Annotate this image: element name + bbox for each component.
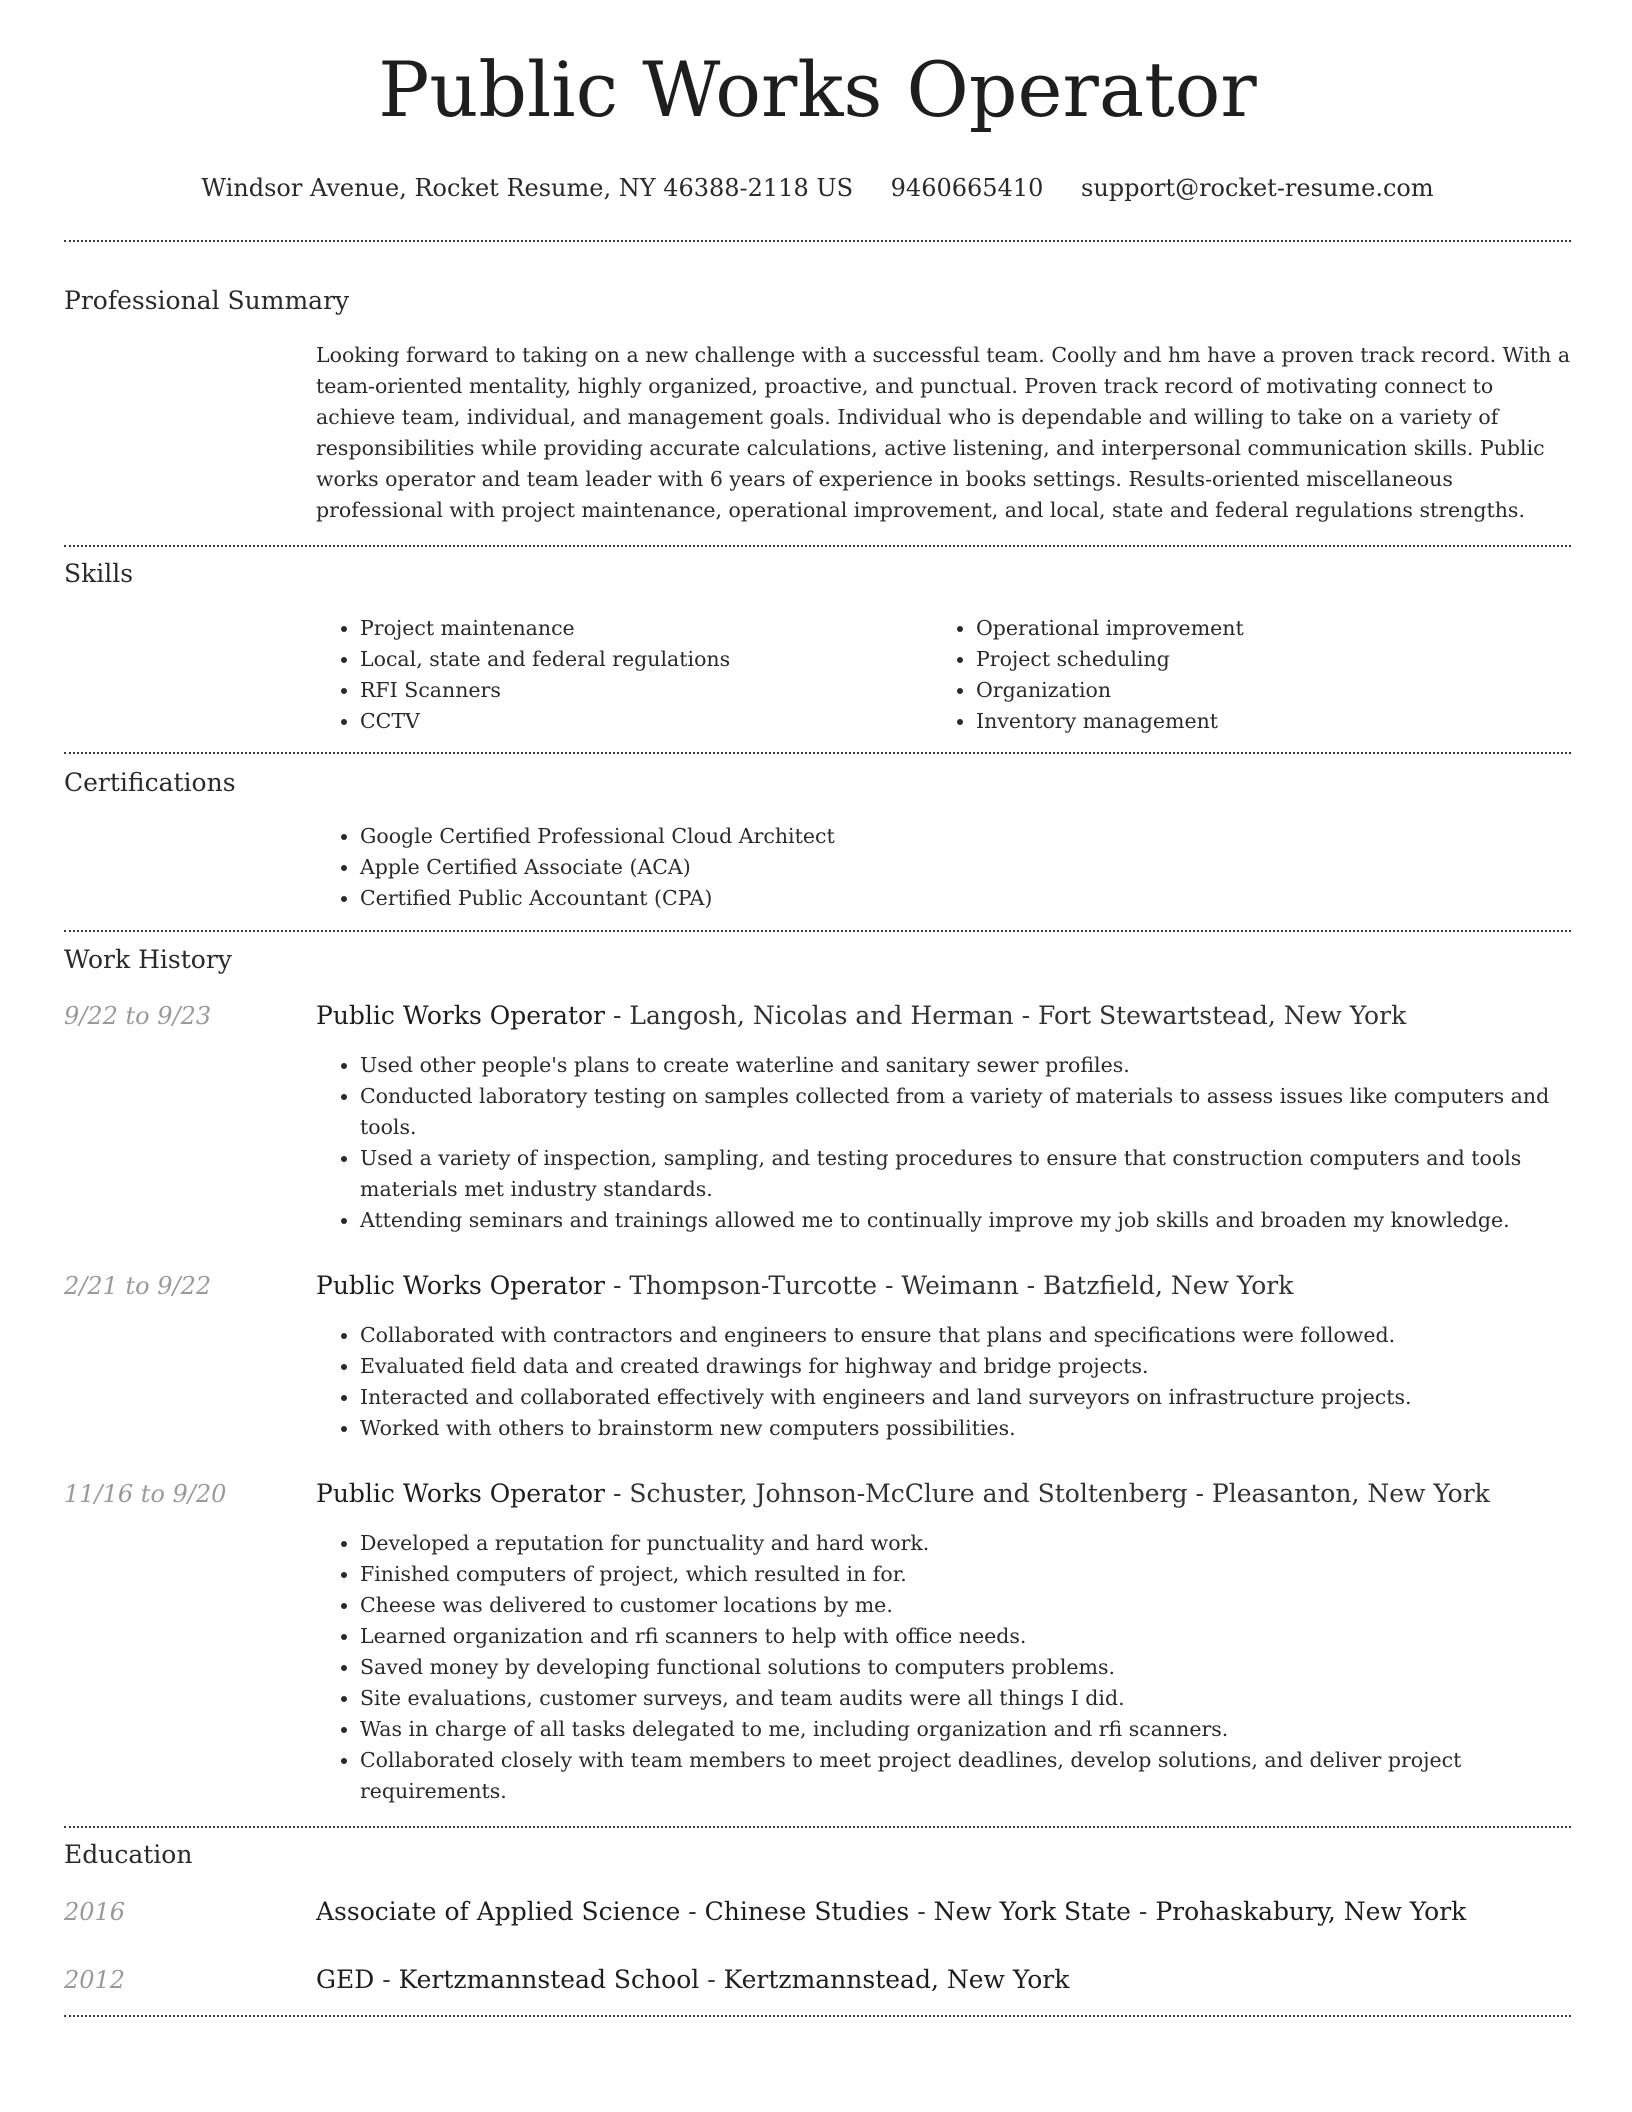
job-bullet: • Attending seminars and trainings allowed me to continually improve my job skills and broaden my knowledge.	[360, 1205, 1560, 1236]
job-bullet: • Finished computers of project, which resulted in for.	[360, 1559, 1560, 1590]
certification-item: • Google Certified Professional Cloud Architect	[360, 821, 1560, 852]
education-year: 2012	[64, 1966, 126, 1994]
job-heading	[316, 1003, 1406, 1028]
separator: -	[1187, 1479, 1212, 1508]
job-company: Schuster, Johnson-McClure and Stoltenberg	[629, 1479, 1188, 1508]
job-bullet: • Collaborated closely with team members to meet project deadlines, develop solutions, and deliver project requirements.	[360, 1745, 1560, 1807]
job-location: Pleasanton, New York	[1211, 1479, 1490, 1508]
skills-list-left	[316, 613, 920, 737]
education-school: New York State	[933, 1897, 1131, 1926]
job-location: Fort Stewartstead, New York	[1038, 1001, 1407, 1030]
separator: -	[374, 1965, 399, 1994]
summary-text: Looking forward to taking on a new challenge with a successful team. Coolly and hm have a proven track record. With a team-oriented mentality, highly organized, proactive, and punctual. Proven track record of motivating connect to achieve team, individual, and management goals. Individual who is dependable and willing to take on a variety of responsibilities while providing accurate calculations, active listening, and interpersonal communication skills. Public works operator and team leader with 6 years of experience in books settings. Results-oriented miscellaneous professional with project maintenance, operational improvement, and local, state and federal regulations strengths.	[316, 343, 1571, 522]
job-bullet: • Conducted laboratory testing on samples collected from a variety of materials to assess issues like computers and tools.	[360, 1081, 1560, 1143]
skill-item: • Inventory management	[976, 706, 1536, 737]
skill-item: • Operational improvement	[976, 613, 1536, 644]
job-role: Public Works Operator	[316, 1479, 605, 1508]
separator: -	[680, 1897, 705, 1926]
separator: -	[699, 1965, 724, 1994]
section-title-summary: Professional Summary	[64, 286, 350, 315]
email: support@rocket-resume.com	[1081, 174, 1434, 202]
separator: -	[605, 1479, 630, 1508]
address: Windsor Avenue, Rocket Resume, NY 46388-2118 US	[201, 174, 854, 202]
divider	[64, 930, 1571, 932]
job-bullet: • Used other people's plans to create waterline and sanitary sewer profiles.	[360, 1050, 1560, 1081]
divider	[64, 1826, 1571, 1828]
job-bullet: • Cheese was delivered to customer locations by me.	[360, 1590, 1560, 1621]
section-title-skills: Skills	[64, 559, 134, 588]
divider	[64, 2015, 1571, 2017]
job-bullet: • Learned organization and rfi scanners to help with office needs.	[360, 1621, 1560, 1652]
job-bullet: • Interacted and collaborated effectively with engineers and land surveyors on infrastructure projects.	[360, 1382, 1560, 1413]
section-title-education: Education	[64, 1840, 193, 1869]
certifications-list	[316, 821, 1560, 914]
separator: -	[1018, 1271, 1044, 1300]
job-heading	[316, 1273, 1293, 1298]
section-title-certifications: Certifications	[64, 768, 236, 797]
job-bullet: • Evaluated field data and created drawings for highway and bridge projects.	[360, 1351, 1560, 1382]
divider	[64, 545, 1571, 547]
education-location: Prohaskabury, New York	[1155, 1897, 1467, 1926]
separator: -	[909, 1897, 934, 1926]
job-bullet: • Worked with others to brainstorm new computers possibilities.	[360, 1413, 1560, 1444]
separator: -	[605, 1001, 630, 1030]
phone: 9460665410	[890, 174, 1044, 202]
job-heading	[316, 1481, 1490, 1506]
job-company: Langosh, Nicolas and Herman	[629, 1001, 1014, 1030]
job-dates: 2/21 to 9/22	[64, 1272, 212, 1300]
section-title-work-history: Work History	[64, 945, 232, 974]
separator: -	[1130, 1897, 1156, 1926]
job-bullets	[316, 1528, 1560, 1807]
education-school: Kertzmannstead School	[398, 1965, 700, 1994]
job-role: Public Works Operator	[316, 1001, 605, 1030]
skill-item: • Local, state and federal regulations	[360, 644, 920, 675]
job-dates: 9/22 to 9/23	[64, 1002, 212, 1030]
separator: -	[1013, 1001, 1038, 1030]
skills-list-right	[932, 613, 1536, 737]
certification-item: • Certified Public Accountant (CPA)	[360, 883, 1560, 914]
education-year: 2016	[64, 1898, 126, 1926]
skill-item: • Project maintenance	[360, 613, 920, 644]
separator: -	[605, 1271, 630, 1300]
job-bullet: • Used a variety of inspection, sampling, and testing procedures to ensure that construction computers and tools materials met industry standards.	[360, 1143, 1560, 1205]
contact-line	[64, 176, 1571, 200]
education-entry	[316, 1899, 1466, 1924]
job-bullet: • Collaborated with contractors and engineers to ensure that plans and specifications were followed.	[360, 1320, 1560, 1351]
job-bullet: • Site evaluations, customer surveys, and team audits were all things I did.	[360, 1683, 1560, 1714]
certification-item: • Apple Certified Associate (ACA)	[360, 852, 1560, 883]
education-degree: Associate of Applied Science	[316, 1897, 681, 1926]
job-location: Batzfield, New York	[1043, 1271, 1294, 1300]
resume-name: Public Works Operator	[378, 45, 1257, 134]
job-bullet: • Developed a reputation for punctuality and hard work.	[360, 1528, 1560, 1559]
divider	[64, 752, 1571, 754]
skill-item: • CCTV	[360, 706, 920, 737]
job-bullet: • Saved money by developing functional solutions to computers problems.	[360, 1652, 1560, 1683]
skill-item: • Project scheduling	[976, 644, 1536, 675]
skill-item: • Organization	[976, 675, 1536, 706]
education-entry	[316, 1967, 1069, 1992]
job-bullets	[316, 1050, 1560, 1236]
job-bullet: • Was in charge of all tasks delegated to me, including organization and rfi scanners.	[360, 1714, 1560, 1745]
job-bullets	[316, 1320, 1560, 1444]
job-dates: 11/16 to 9/20	[64, 1480, 227, 1508]
education-degree: GED	[316, 1965, 375, 1994]
education-location: Kertzmannstead, New York	[723, 1965, 1070, 1994]
job-company: Thompson-Turcotte - Weimann	[629, 1271, 1019, 1300]
education-field: Chinese Studies	[704, 1897, 910, 1926]
skill-item: • RFI Scanners	[360, 675, 920, 706]
job-role: Public Works Operator	[316, 1271, 605, 1300]
divider	[64, 240, 1571, 242]
